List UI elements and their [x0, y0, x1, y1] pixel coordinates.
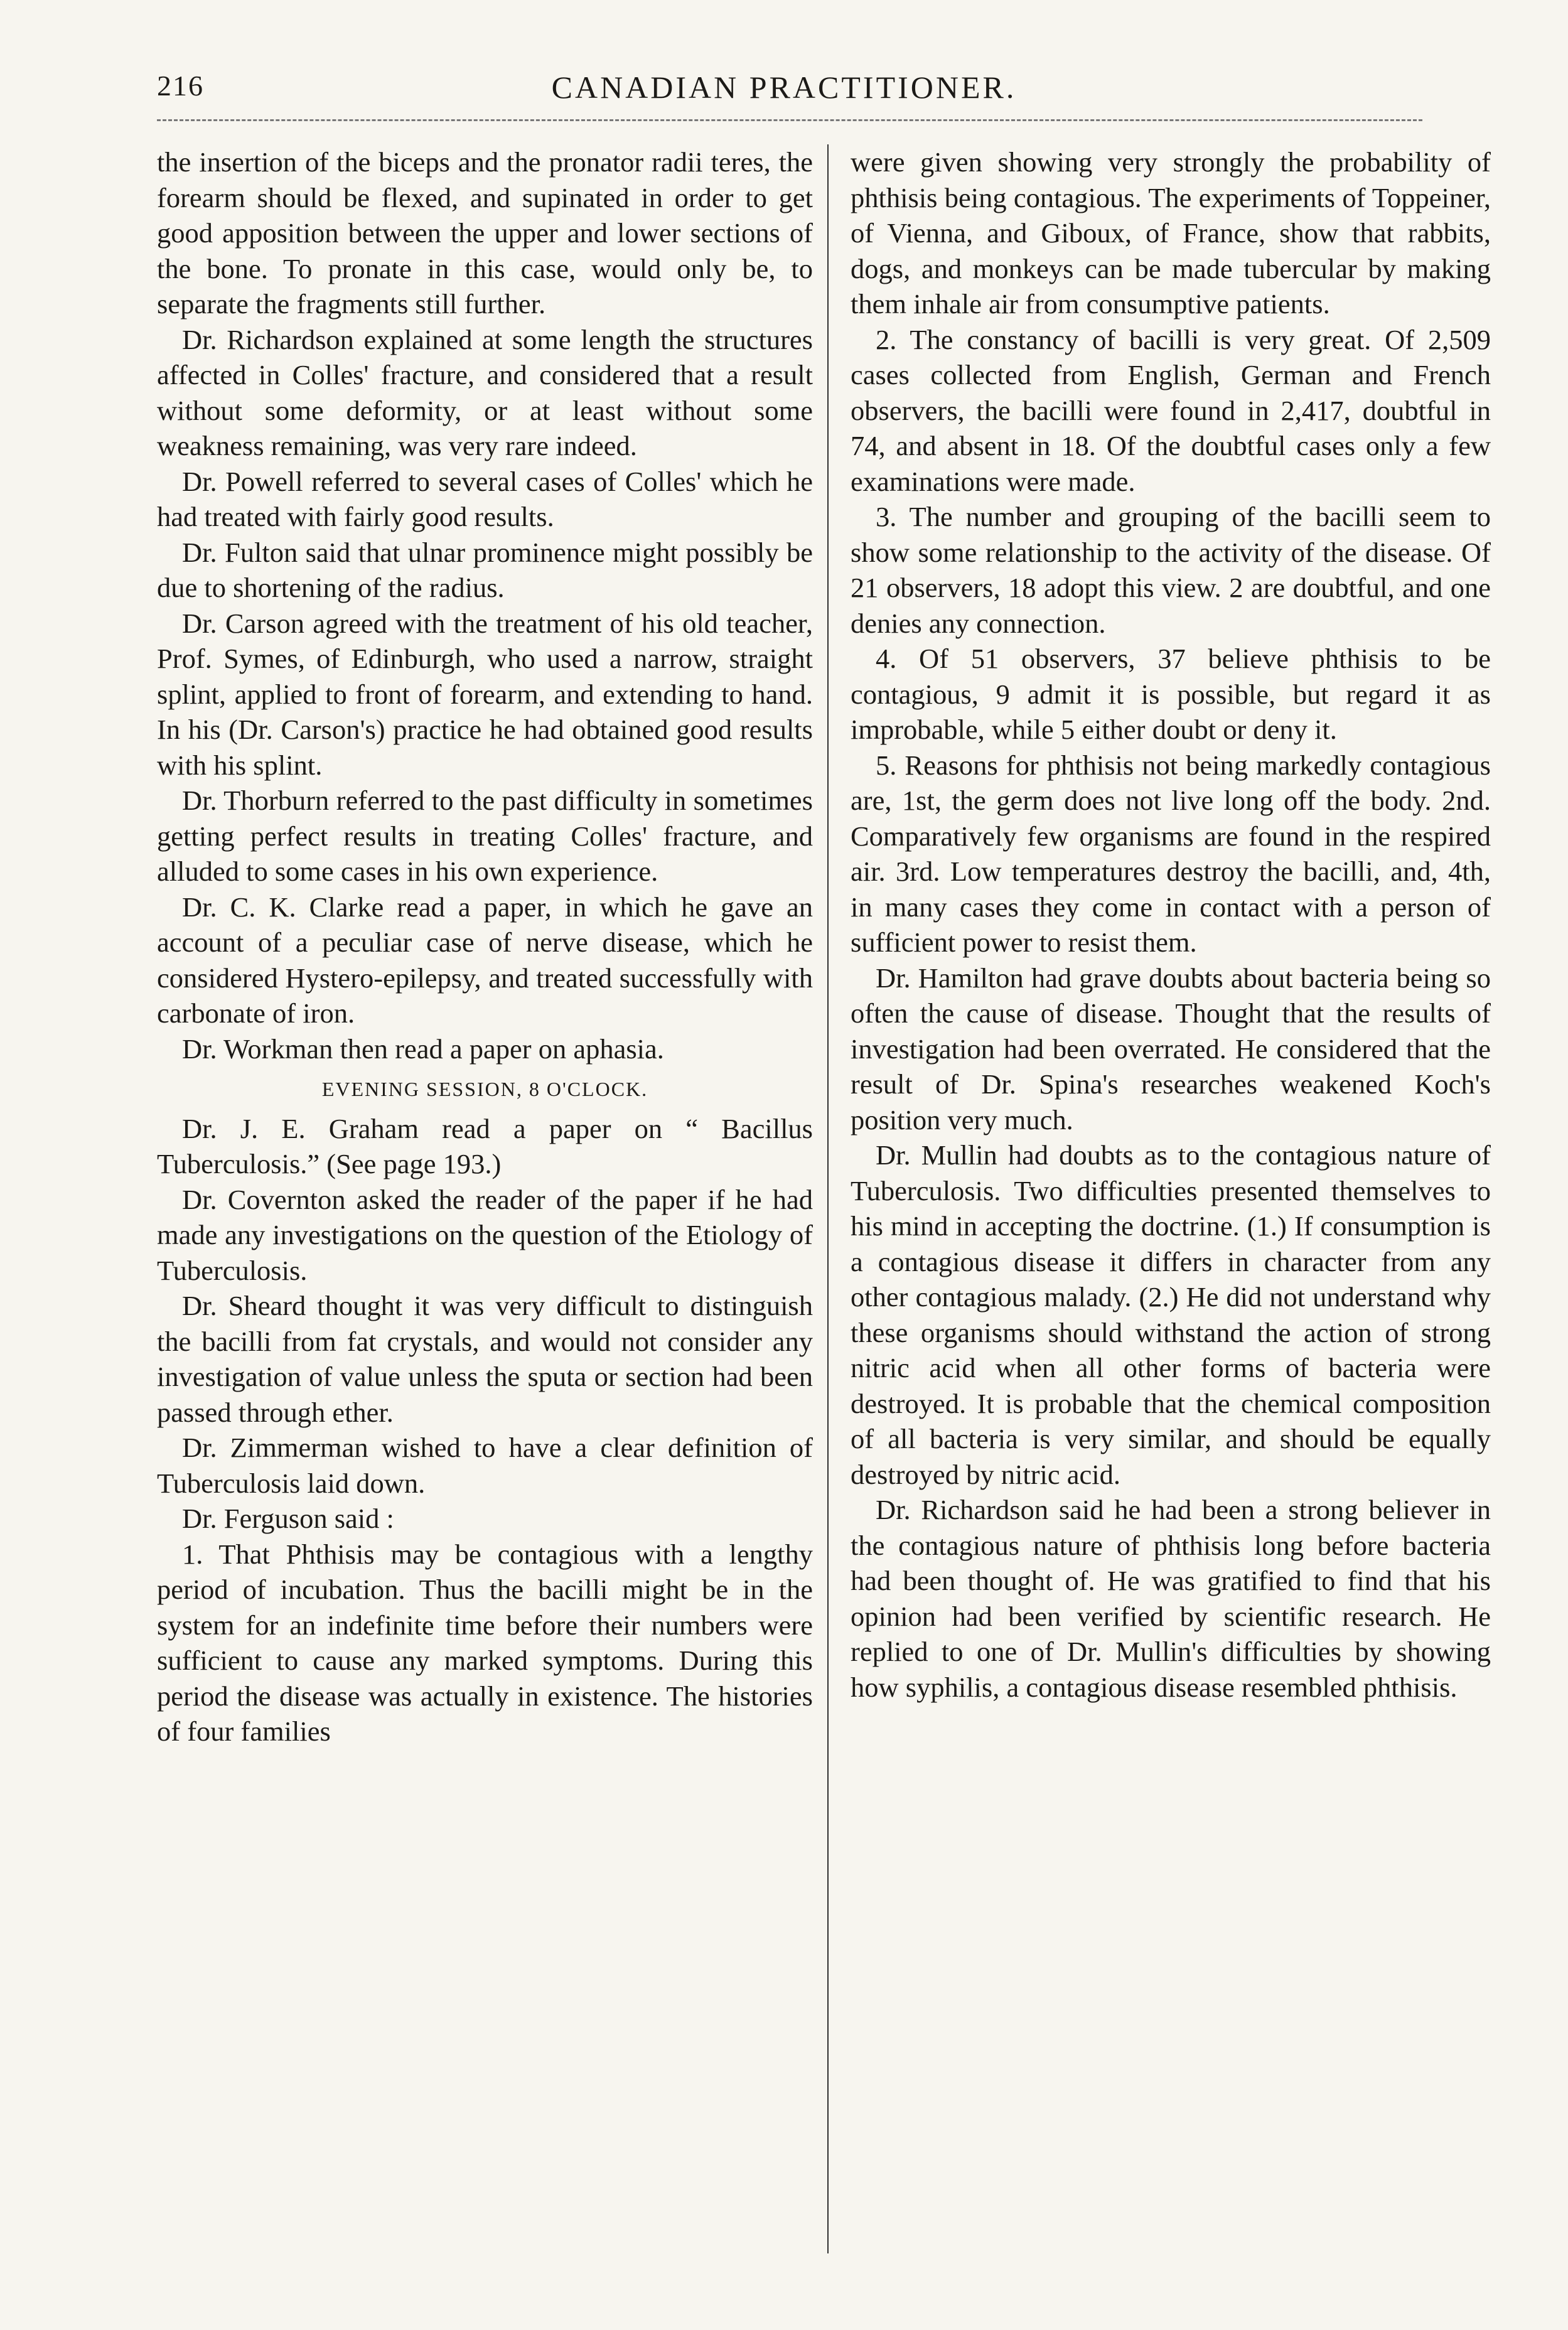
- paragraph: 1. That Phthisis may be contagious with a lengthy period of incubation. Thus the bacilli might be in the system for an indefinite time before their numbers were sufficient to cause any marked symptoms. During this period the disease was actually in existence. The histories of four families: [157, 1538, 813, 1747]
- left-column: [157, 144, 813, 1749]
- paragraph: 4. Of 51 observers, 37 believe phthisis to be contagious, 9 admit it is possible, but regard it as improbable, while 5 either doubt or deny it.: [851, 643, 1491, 745]
- paragraph: Dr. Covernton asked the reader of the paper if he had made any investigations on the question of the Etiology of Tuberculosis.: [157, 1183, 813, 1286]
- paragraph: Dr. Sheard thought it was very difficult to distinguish the bacilli from fat crystals, and would not consider any investigation of value unless the sputa or section had been passed through ether.: [157, 1290, 813, 1428]
- paragraph: Dr. Mullin had doubts as to the contagious nature of Tuberculosis. Two difficulties presented themselves to his mind in accepting the doctrine. (1.) If consumption is a contagious disease it differs in character from any other contagious malady. (2.) He did not understand why these organisms should withstand the action of strong nitric acid when all other forms of bacteria were destroyed. It is probable that the chemical composition of all bacteria is very similar, and should be equally destroyed by nitric acid.: [851, 1139, 1491, 1490]
- paragraph: Dr. Thorburn referred to the past difficulty in sometimes getting perfect results in treating Colles' fracture, and alluded to some cases in his own experience.: [157, 785, 813, 887]
- column-divider: [827, 144, 829, 2253]
- paragraph: Dr. Workman then read a paper on aphasia.: [182, 1033, 664, 1065]
- paragraph: Dr. Powell referred to several cases of Colles' which he had treated with fairly good results.: [157, 465, 813, 532]
- section-heading: EVENING SESSION, 8 O'CLOCK.: [321, 1078, 648, 1100]
- paragraph: 3. The number and grouping of the bacilli seem to show some relationship to the activity of the disease. Of 21 observers, 18 adopt this view. 2 are doubtful, and one denies any connection.: [851, 501, 1491, 639]
- paragraph: Dr. Hamilton had grave doubts about bacteria being so often the cause of disease. Thought that the results of investigation had been overrated. He considered that the result of Dr. Spina's researches weakened Koch's position very much.: [851, 962, 1491, 1135]
- page-number: 216: [157, 70, 204, 102]
- paragraph: 2. The constancy of bacilli is very great. Of 2,509 cases collected from English, German and French observers, the bacilli were found in 2,417, doubtful in 74, and absent in 18. Of the doubtful cases only a few examinations were made.: [851, 323, 1491, 497]
- paragraph: Dr. Zimmerman wished to have a clear definition of Tuberculosis laid down.: [157, 1432, 813, 1499]
- paragraph: Dr. Richardson explained at some length the structures affected in Colles' fracture, and considered that a result without some deformity, or at least without some weakness remaining, was very rare indeed.: [157, 323, 813, 461]
- paragraph: Dr. Fulton said that ulnar prominence might possibly be due to shortening of the radius.: [157, 536, 813, 603]
- paragraph: Dr. C. K. Clarke read a paper, in which he gave an account of a peculiar case of nerve disease, which he considered Hystero-epilepsy, and treated successfully with carbonate of iron.: [157, 891, 813, 1029]
- paragraph: Dr. J. E. Graham read a paper on “ Bacillus Tuberculosis.” (See page 193.): [157, 1112, 813, 1179]
- running-title: CANADIAN PRACTITIONER.: [551, 70, 1017, 105]
- paragraph: Dr. Richardson said he had been a strong believer in the contagious nature of phthisis long before bacteria had been thought of. He was gratified to find that his opinion had been verified by scientific research. He replied to one of Dr. Mullin's difficulties by showing how syphilis, a contagious disease resembled phthisis.: [851, 1494, 1491, 1703]
- page-header: [157, 69, 1411, 126]
- header-rule: [157, 119, 1422, 121]
- paragraph: were given showing very strongly the probability of phthisis being contagious. The experiments of Toppeiner, of Vienna, and Giboux, of France, show that rabbits, dogs, and monkeys can be made tubercular by making them inhale air from consumptive patients.: [851, 146, 1491, 319]
- paragraph: Dr. Carson agreed with the treatment of his old teacher, Prof. Symes, of Edinburgh, who used a narrow, straight splint, applied to front of forearm, and extending to hand. In his (Dr. Carson's) practice he had obtained good results with his splint.: [157, 607, 813, 781]
- right-column: [851, 144, 1491, 1705]
- paragraph: Dr. Ferguson said :: [182, 1503, 394, 1534]
- paragraph: 5. Reasons for phthisis not being markedly contagious are, 1st, the germ does not live long off the body. 2nd. Comparatively few organisms are found in the respired air. 3rd. Low temperatures destroy the bacilli, and, 4th, in many cases they come in contact with a person of sufficient power to resist them.: [851, 749, 1491, 958]
- paragraph: the insertion of the biceps and the pronator radii teres, the forearm should be flexed, and supinated in order to get good apposition between the upper and lower sections of the bone. To pronate in this case, would only be, to separate the fragments still further.: [157, 146, 813, 319]
